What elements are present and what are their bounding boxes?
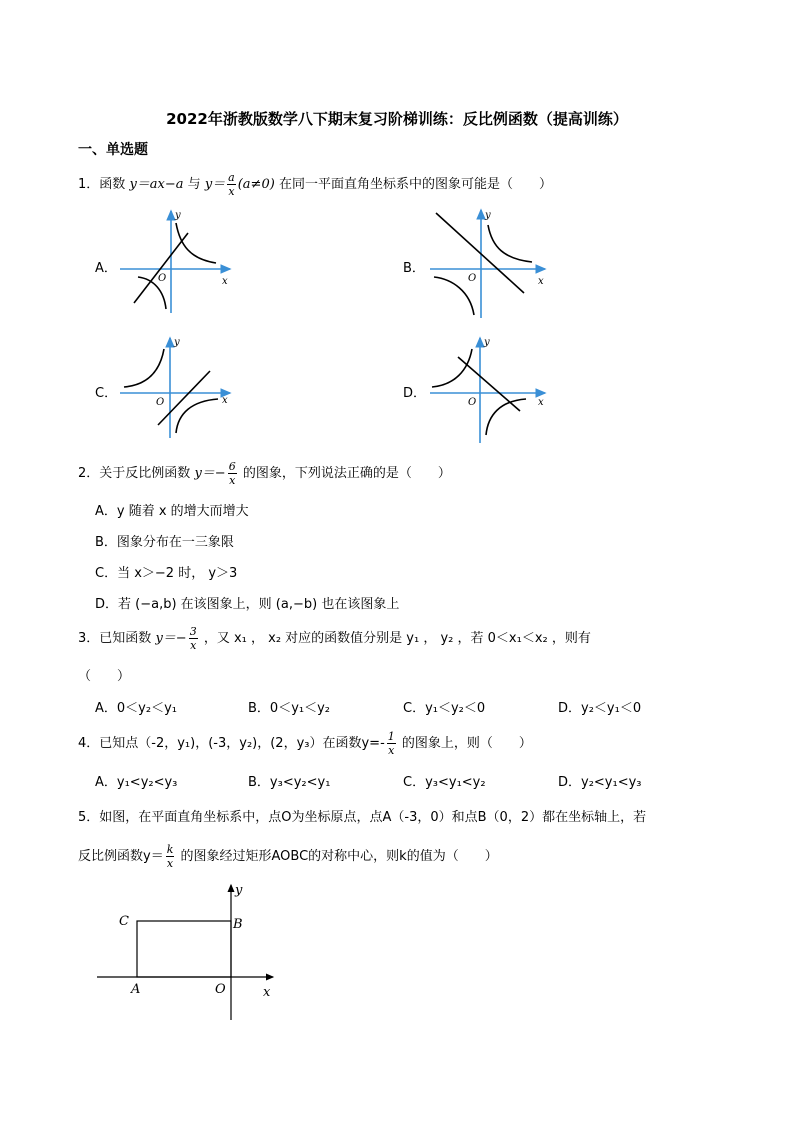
hyperbola-branch [176,223,216,263]
q4-option-a[interactable]: A．y₁<y₂<y₃ [95,775,178,790]
q3-option-a[interactable]: A．0＜y₂＜y₁ [95,701,177,716]
point-b-label: B [233,917,243,932]
origin-label: O [158,273,167,284]
q5-post: 的图象经过矩形AOBC的对称中心，则k的值为（ ） [180,849,498,864]
q3-option-c[interactable]: C．y₁＜y₂＜0 [403,701,486,716]
q3-option-d[interactable]: D．y₂＜y₁＜0 [558,701,642,716]
q4-option-d[interactable]: D．y₂<y₁<y₃ [558,775,642,790]
q1-fraction [227,171,236,198]
question-5-line-1 [78,806,646,825]
y-axis-label: y [484,337,490,348]
x-axis-label: x [538,397,544,408]
q2-option-b[interactable]: B．图象分布在一三象限 [95,535,234,550]
q2-frac-num: 6 [228,460,236,473]
q5-line1: 如图，在平面直角坐标系中，点O为坐标原点，点A（-3，0）和点B（0，2）都在坐标轴上，若 [99,810,647,825]
y-axis-label: y [485,210,491,221]
y-axis-label: y [174,337,180,348]
page-title: 2022年浙教版数学八下期末复习阶梯训练：反比例函数（提高训练） [166,110,628,128]
q1-graph-c [118,335,238,440]
q1-mid: 与 [187,177,201,192]
q3-frac-num: 3 [189,625,197,638]
hyperbola-branch [432,349,472,387]
point-c-label: C [119,914,129,929]
question-5-line-2 [78,843,498,870]
q2-pre: 关于反比例函数 [99,466,191,481]
x-axis-label: x [222,395,228,406]
q1-frac-den: x [228,185,235,198]
q1-post: 在同一平面直角坐标系中的图象可能是（ ） [278,177,552,192]
q4-frac-den: x [388,744,395,757]
q1-option-a-label[interactable]: A． [95,261,117,276]
q5-fraction [166,843,175,870]
y-axis-label: y [175,210,181,221]
q1-formula-left: y＝ [204,177,226,192]
q2-formula-left: y＝− [194,466,226,481]
q2-option-a[interactable]: A．y 随着 x 的增大而增大 [95,504,249,519]
y-axis-label: y [235,883,243,898]
q5-frac-den: x [166,857,174,870]
origin-label: O [156,397,165,408]
q4-pre: 已知点（-2，y₁)，(-3，y₂)，(2，y₃）在函数y=- [99,736,385,751]
origin-label: O [215,982,226,997]
q3-formula-left: y＝− [155,631,187,646]
q2-option-c[interactable]: C．当 x＞−2 时， y＞3 [95,566,238,581]
q1-graph-d [428,335,553,445]
q1-number: 1． [78,177,100,192]
q1-option-c-label[interactable]: C． [95,386,118,401]
q2-option-d[interactable]: D．若 (−a,b) 在该图象上，则 (a,−b) 也在该图象上 [95,597,400,612]
x-axis-label: x [222,276,228,287]
hyperbola-branch [124,349,164,387]
q4-frac-num: 1 [387,730,395,743]
q5-number: 5． [78,810,100,825]
q3-post: ，又 x₁ ， x₂ 对应的函数值分别是 y₁ ， y₂ ，若 0＜x₁＜x₂ ，则有 [203,631,591,646]
q4-post: 的图象上，则（ ） [401,736,532,751]
q2-post: 的图象，下列说法正确的是（ ） [242,466,451,481]
q2-frac-den: x [229,474,236,487]
point-a-label: A [131,982,141,997]
origin-label: O [468,273,477,284]
q1-formula-linear: y＝ax−a [129,177,184,192]
q5-pre: 反比例函数y＝ [78,849,164,864]
x-axis-label: x [263,985,271,1000]
hyperbola-branch [486,399,526,435]
q1-pre: 函数 [99,177,126,192]
hyperbola-branch [176,399,218,433]
q3-tail: （ ） [78,669,131,684]
x-axis-label: x [538,276,544,287]
q2-number: 2． [78,466,100,481]
question-4 [78,730,532,757]
q4-fraction [387,730,396,757]
q1-graph-b [428,205,553,320]
q3-frac-den: x [190,639,197,652]
q5-frac-num: k [166,843,174,856]
origin-label: O [468,397,477,408]
question-1 [78,171,552,198]
hyperbola-branch [488,225,532,262]
q3-fraction [189,625,198,652]
section-heading: 一、单选题 [78,142,148,158]
q1-option-d-label[interactable]: D． [403,386,427,401]
q1-option-b-label[interactable]: B． [403,261,425,276]
q5-figure [95,880,285,1025]
question-2 [78,460,451,487]
q2-fraction [228,460,237,487]
q4-option-b[interactable]: B．y₃<y₂<y₁ [248,775,331,790]
q1-graph-a [118,205,238,315]
q4-option-c[interactable]: C．y₃<y₁<y₂ [403,775,486,790]
q3-pre: 已知函数 [99,631,152,646]
question-3 [78,625,591,652]
line-graph [158,371,210,425]
q1-formula-right: (a≠0) [237,177,275,192]
q3-number: 3． [78,631,100,646]
rectangle-aobc [137,921,231,977]
q4-number: 4． [78,736,100,751]
q3-option-b[interactable]: B．0＜y₁＜y₂ [248,701,330,716]
q1-frac-num: a [228,171,235,184]
